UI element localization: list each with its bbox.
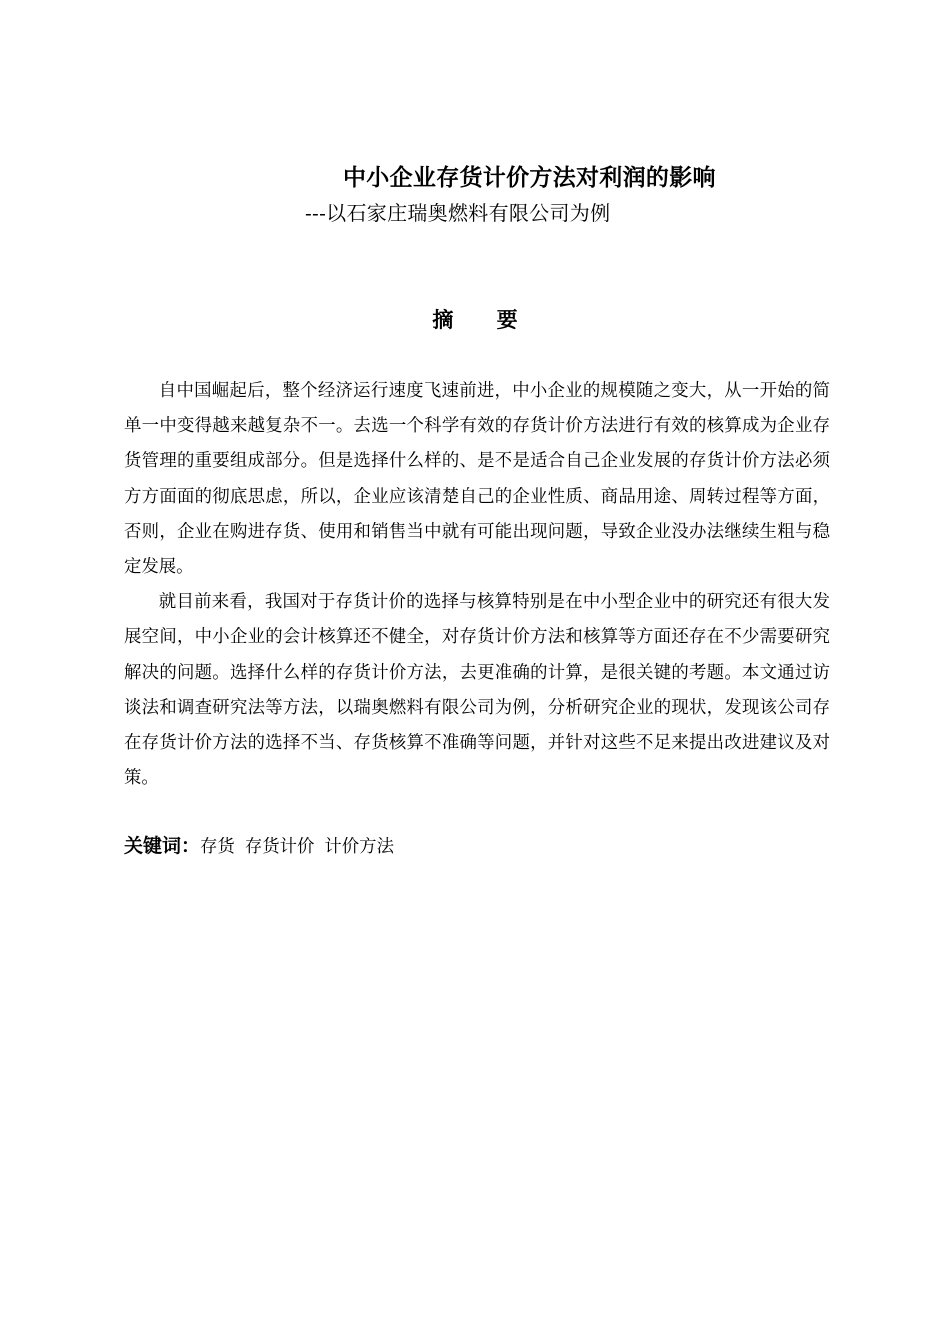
keywords-label: 关键词： — [124, 835, 201, 857]
document-title: 中小企业存货计价方法对利润的影响 — [343, 164, 716, 191]
keyword-item: 存货计价 — [244, 837, 315, 857]
keyword-item: 计价方法 — [324, 837, 394, 857]
abstract-heading: 摘 要 — [432, 308, 536, 332]
abstract-paragraph-2: 就目前来看，我国对于存货计价的选择与核算特别是在中小型企业中的研究还有很大发展空间，中小企业的会计核算还不健全，对存货计价方法和核算等方面还存在不少需要研究解决的问题。选择什么样的存货计价方法，去更准确的计算，是很关键的考题。本文通过访谈法和调查研究法等方法，以瑞奥燃料有限公司为例，分析研究企业的现状，发现该公司存在存货计价方法的选择不当、存货核算不准确等问题，并针对这些不足来提出改进建议及对策。 — [124, 592, 830, 789]
keyword-item: 存货 — [200, 837, 235, 857]
abstract-body — [124, 374, 830, 796]
keywords-line — [124, 830, 404, 863]
abstract-paragraph-1: 自中国崛起后，整个经济运行速度飞速前进，中小企业的规模随之变大，从一开始的简单一中变得越来越复杂不一。去选一个科学有效的存货计价方法进行有效的核算成为企业存货管理的重要组成部分。但是选择什么样的、是不是适合自己企业发展的存货计价方法必须方方面面的彻底思虑，所以，企业应该清楚自己的企业性质、商品用途、周转过程等方面，否则，企业在购进存货、使用和销售当中就有可能出现问题，导致企业没办法继续生粗与稳定发展。 — [124, 381, 830, 578]
document-subtitle: ---以石家庄瑞奥燃料有限公司为例 — [305, 201, 611, 225]
